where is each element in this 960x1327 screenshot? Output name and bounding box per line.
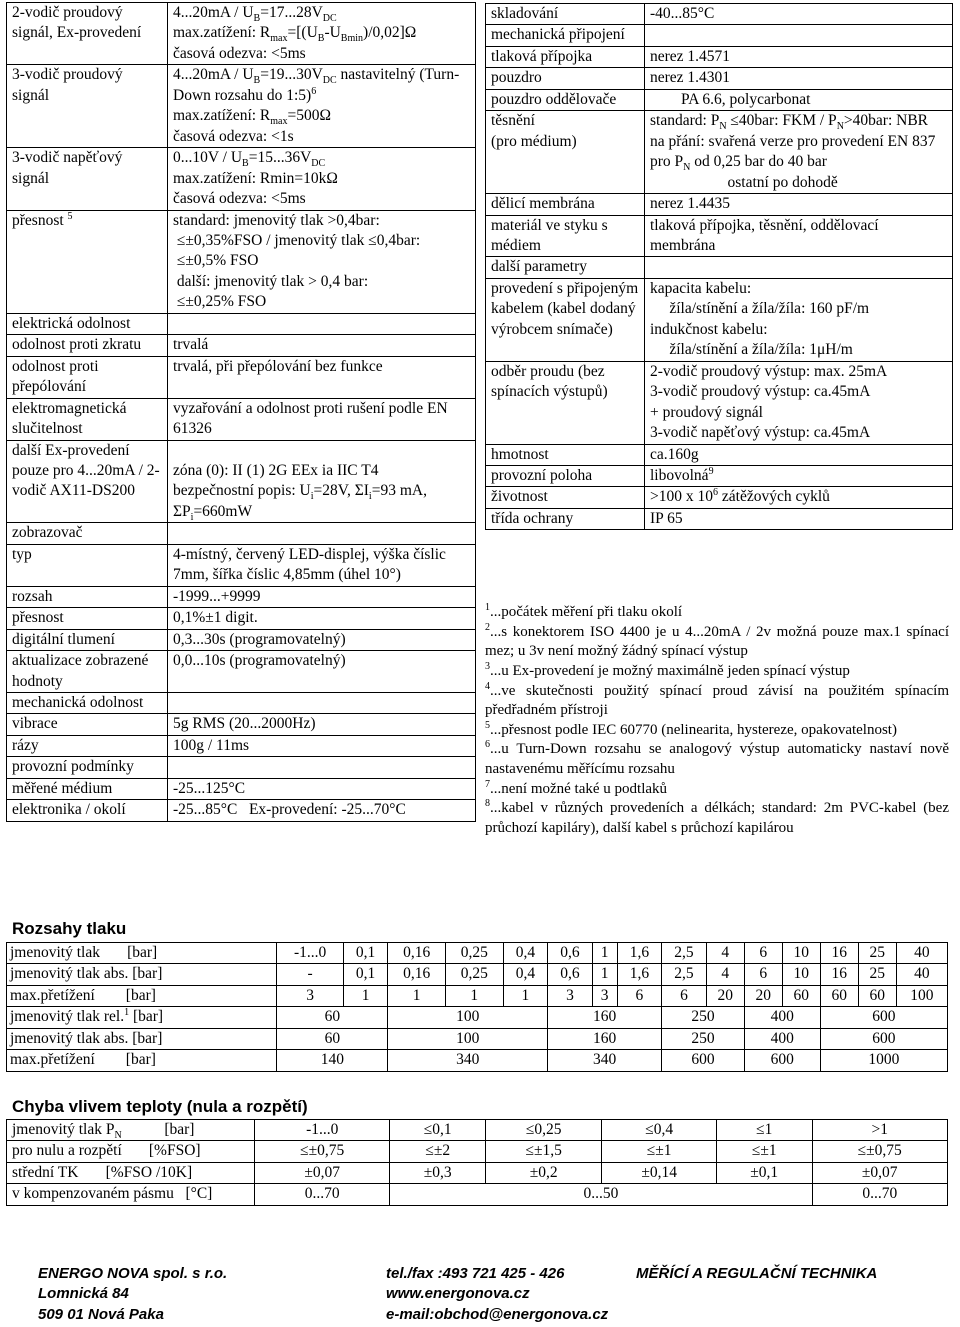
spec-left-value: [168, 757, 476, 778]
pressure-cell: 1: [592, 943, 617, 964]
spec-left-row: [7, 65, 476, 148]
spec-right-value: tlaková přípojka, těsnění, oddělovací membrána: [645, 215, 953, 257]
spec-left-value: zóna (0): II (1) 2G EEx ia IIC T4 bezpečnostní popis: $U_i=28V$, $\Sigma I_i=93$ mA, $\Sigma P_i=660mW$: [168, 440, 476, 523]
pressure-ranges-table: [6, 942, 948, 1072]
spec-right-label: provozní poloha: [486, 465, 645, 486]
spec-left-row: [7, 210, 476, 313]
pressure-cell: 400: [744, 1007, 820, 1028]
pressure-cell: 40: [896, 964, 947, 985]
spec-right-value: standard: $P_N \le 40bar$: FKM / $P_N>40bar$: NBR na přání: svařená verze pro provedení EN 837 pro $P_N$ od 0,25 bar do 40 bar ostatní po dohodě: [645, 111, 953, 194]
spec-left-label: další Ex-provedení pouze pro 4...20mA / 2-vodič AX11-DS200: [7, 440, 168, 523]
pressure-cell: -1...0: [277, 943, 343, 964]
spec-left-label: provozní podmínky: [7, 757, 168, 778]
spec-left-value: $4...20mA / U_B=17...28V_{DC}$ max.zatížení: $R_{max}=[(U_B-U_{Bmin})/0,02]\Omega$ časová odezva: <5ms: [168, 3, 476, 65]
pressure-ranges-title: Rozsahy tlaku: [12, 919, 127, 938]
pressure-cell: 1: [343, 985, 388, 1006]
pressure-cell: 20: [744, 985, 782, 1006]
pressure-cell: 2,5: [662, 943, 707, 964]
pressure-cell: 100: [388, 1028, 548, 1049]
pressure-cell: 2,5: [662, 964, 707, 985]
spec-right-label: pouzdro oddělovače: [486, 89, 645, 110]
pressure-cell: 1: [503, 985, 548, 1006]
spec-left-row: [7, 778, 476, 799]
pressure-cell: 600: [744, 1050, 820, 1071]
pressure-cell: 1000: [820, 1050, 947, 1071]
pressure-cell: 3: [548, 985, 593, 1006]
footnote: $^1$...počátek měření při tlaku okolí: [485, 602, 683, 620]
spec-right-value: ca.160g: [645, 444, 953, 465]
pressure-cell: 1,6: [617, 943, 662, 964]
spec-right-value: kapacita kabelu: žíla/stínění a žíla/žíla: 160 pF/m indukčnost kabelu: žíla/stínění a žíla/žíla: 1μH/m: [645, 278, 953, 361]
spec-left-row: [7, 313, 476, 334]
pressure-label: max.přetížení [bar]: [7, 1050, 277, 1071]
pressure-cell: 100: [388, 1007, 548, 1028]
spec-left-value: $4...20mA / U_B=19...30V_{DC}$ nastavitelný (Turn-Down rozsahu do 1:5)$^6$ max.zatížení: $R_{max}=500\Omega$ časová odezva: <1s: [168, 65, 476, 148]
spec-left-row: [7, 608, 476, 629]
footer-contact: [386, 1264, 608, 1325]
pressure-cell: 1: [445, 985, 503, 1006]
pressure-cell: 0,16: [388, 964, 446, 985]
footer-company: [38, 1264, 227, 1325]
footer-line: Lomnická 84: [38, 1285, 129, 1303]
spec-right-row: [486, 4, 953, 25]
spec-right-row: [486, 361, 953, 444]
temp-label: v kompenzovaném pásmu [°C]: [7, 1184, 255, 1205]
spec-table-left: [6, 2, 476, 822]
temp-cell: ±0,14: [602, 1162, 717, 1183]
spec-left-value: 5g RMS (20...2000Hz): [168, 714, 476, 735]
footer-line: MĚŘÍCÍ A REGULAČNÍ TECHNIKA: [636, 1265, 878, 1282]
spec-right-label: hmotnost: [486, 444, 645, 465]
spec-left-label: elektromagnetická slučitelnost: [7, 398, 168, 440]
spec-left-value: standard: jmenovitý tlak >0,4bar: ≤±0,35%FSO / jmenovitý tlak ≤0,4bar: ≤±0,5% FSO další: jmenovitý tlak > 0,4 bar: ≤±0,25% FSO: [168, 210, 476, 313]
spec-left-label: 2-vodič proudový signál, Ex-provedení: [7, 3, 168, 65]
spec-left-value: 0,0...10s (programovatelný): [168, 651, 476, 693]
spec-right-value: -40...85°C: [645, 4, 953, 25]
spec-right-label: skladování: [486, 4, 645, 25]
spec-left-label: digitální tlumení: [7, 629, 168, 650]
spec-right-row: [486, 68, 953, 89]
spec-left-row: [7, 800, 476, 821]
pressure-cell: 1,6: [617, 964, 662, 985]
spec-right-label: třída ochrany: [486, 508, 645, 529]
spec-right-row: [486, 487, 953, 508]
pressure-cell: 340: [388, 1050, 548, 1071]
spec-right-row: [486, 25, 953, 46]
pressure-cell: 250: [662, 1007, 745, 1028]
spec-left-label: zobrazovač: [7, 523, 168, 544]
temp-cell: ±0,3: [390, 1162, 486, 1183]
spec-right-value: >100 x $10^6$ zátěžových cyklů: [645, 487, 953, 508]
spec-left-label: měřené médium: [7, 778, 168, 799]
pressure-cell: -: [277, 964, 343, 985]
pressure-row: [7, 1050, 948, 1071]
temp-cell: 0...70: [812, 1184, 948, 1205]
spec-left-label: aktualizace zobrazené hodnoty: [7, 651, 168, 693]
temp-row: [7, 1120, 948, 1141]
spec-left-value: 0,3...30s (programovatelný): [168, 629, 476, 650]
pressure-cell: 0,4: [503, 943, 548, 964]
spec-left-value: 0,1%±1 digit.: [168, 608, 476, 629]
spec-left-row: [7, 356, 476, 398]
pressure-cell: 4: [706, 964, 744, 985]
spec-right-row: [486, 444, 953, 465]
spec-left-label: rázy: [7, 735, 168, 756]
spec-right-row: [486, 465, 953, 486]
spec-left-value: [168, 692, 476, 713]
temp-cell: ±0,07: [255, 1162, 390, 1183]
temperature-error-title: Chyba vlivem teploty (nula a rozpětí): [12, 1097, 308, 1116]
pressure-cell: 250: [662, 1028, 745, 1049]
spec-left-row: [7, 3, 476, 65]
footer-line: 509 01 Nová Paka: [38, 1305, 164, 1323]
temp-row: [7, 1162, 948, 1183]
pressure-row: [7, 1028, 948, 1049]
pressure-row: [7, 964, 948, 985]
temp-cell: ≤0,4: [602, 1120, 717, 1141]
pressure-cell: 6: [744, 943, 782, 964]
spec-right-value: libovolná$^9$: [645, 465, 953, 486]
pressure-label: jmenovitý tlak abs. [bar]: [7, 964, 277, 985]
spec-right-value: [645, 25, 953, 46]
temp-cell: ≤±1: [716, 1141, 812, 1162]
spec-table-right: [485, 3, 953, 530]
spec-right-row: [486, 89, 953, 110]
footnote: $^6$...u Turn-Down rozsahu se analogový výstup automaticky nastaví nově nastavenému měřícímu rozsahu: [485, 739, 949, 778]
spec-left-row: [7, 440, 476, 523]
spec-right-row: [486, 215, 953, 257]
spec-left-value: 4-místný, červený LED-displej, výška číslic 7mm, šířka číslic 4,85mm (úhel 10°): [168, 544, 476, 586]
temp-cell: ≤±1: [602, 1141, 717, 1162]
pressure-cell: 10: [782, 943, 820, 964]
spec-right-label: materiál ve styku s médiem: [486, 215, 645, 257]
pressure-cell: 6: [744, 964, 782, 985]
spec-left-value: [168, 313, 476, 334]
spec-right-value: nerez 1.4301: [645, 68, 953, 89]
footnote: $^7$...není možné také u podtlaků: [485, 778, 668, 797]
spec-left-label: elektrická odolnost: [7, 313, 168, 334]
spec-right-label: další parametry: [486, 257, 645, 278]
pressure-cell: 3: [592, 985, 617, 1006]
pressure-cell: 0,25: [445, 964, 503, 985]
temp-cell: 0...50: [390, 1184, 812, 1205]
pressure-cell: 600: [662, 1050, 745, 1071]
spec-right-row: [486, 508, 953, 529]
spec-left-value: $0...10V / U_B=15...36V_{DC}$ max.zatížení: Rmin=10kΩ časová odezva: <5ms: [168, 148, 476, 210]
spec-left-value: -25...125°C: [168, 778, 476, 799]
spec-right-value: nerez 1.4435: [645, 194, 953, 215]
pressure-row: [7, 943, 948, 964]
pressure-cell: 0,16: [388, 943, 446, 964]
footer-line: ENERGO NOVA spol. s r.o.: [38, 1265, 228, 1282]
temp-cell: >1: [812, 1120, 948, 1141]
spec-right-label: pouzdro: [486, 68, 645, 89]
spec-right-value: nerez 1.4571: [645, 46, 953, 67]
spec-right-value: 2-vodič proudový výstup: max. 25mA 3-vodič proudový výstup: ca.45mA + proudový signál 3-vodič napěťový výstup: ca.45mA: [645, 361, 953, 444]
footnote: $^4$...ve skutečnosti použitý spínací proud závisí na použitém spínacím předřadném přístroji: [485, 680, 949, 719]
footer-line: tel./fax :493 721 425 - 426: [386, 1265, 565, 1282]
footer-line: www.energonova.cz: [386, 1285, 530, 1303]
footnote: $^8$...kabel v různých provedeních a délkách; standard: 2m PVC-kabel (bez průchozí kapiláry), další kabel s průchozí kapilárou: [485, 798, 949, 837]
pressure-cell: 160: [548, 1007, 662, 1028]
spec-left-row: [7, 335, 476, 356]
spec-left-label: přesnost: [7, 608, 168, 629]
spec-left-label: mechanická odolnost: [7, 692, 168, 713]
pressure-cell: 60: [782, 985, 820, 1006]
spec-right-label: těsnění (pro médium): [486, 111, 645, 194]
pressure-cell: 0,6: [548, 943, 593, 964]
temp-cell: ≤±1,5: [485, 1141, 601, 1162]
pressure-cell: 60: [277, 1028, 388, 1049]
spec-left-value: [168, 523, 476, 544]
pressure-cell: 400: [744, 1028, 820, 1049]
spec-right-row: [486, 278, 953, 361]
spec-left-label: 3-vodič napěťový signál: [7, 148, 168, 210]
temp-cell: ≤0,25: [485, 1120, 601, 1141]
spec-left-row: [7, 735, 476, 756]
pressure-cell: 60: [858, 985, 896, 1006]
spec-right-row: [486, 257, 953, 278]
pressure-cell: 160: [548, 1028, 662, 1049]
spec-left-row: [7, 523, 476, 544]
pressure-cell: 100: [896, 985, 947, 1006]
temp-cell: ≤1: [716, 1120, 812, 1141]
pressure-cell: 10: [782, 964, 820, 985]
spec-left-value: 100g / 11ms: [168, 735, 476, 756]
spec-left-label: vibrace: [7, 714, 168, 735]
footer-line: e-mail:obchod@energonova.cz: [386, 1305, 609, 1323]
spec-left-row: [7, 148, 476, 210]
spec-right-label: mechanická připojení: [486, 25, 645, 46]
spec-left-label: odolnost proti přepólování: [7, 356, 168, 398]
footnote: $^3$...u Ex-provedení je možný maximálně jeden spínací výstup: [485, 660, 850, 679]
pressure-label: jmenovitý tlak rel.$^1$ [bar]: [7, 1007, 277, 1028]
spec-right-label: tlaková přípojka: [486, 46, 645, 67]
pressure-cell: 140: [277, 1050, 388, 1071]
pressure-row: [7, 985, 948, 1006]
temp-label: střední TK [%FSO /10K]: [7, 1162, 255, 1183]
pressure-cell: 25: [858, 943, 896, 964]
pressure-cell: 6: [617, 985, 662, 1006]
pressure-cell: 0,4: [503, 964, 548, 985]
spec-left-row: [7, 586, 476, 607]
temp-label: jmenovitý tlak $P_N$ [bar]: [7, 1120, 255, 1141]
footer-slogan: [636, 1264, 877, 1284]
spec-right-label: odběr proudu (bez spínacích výstupů): [486, 361, 645, 444]
pressure-cell: 600: [820, 1007, 947, 1028]
pressure-row: [7, 1007, 948, 1028]
temp-cell: ≤±0,75: [812, 1141, 948, 1162]
pressure-label: jmenovitý tlak abs. [bar]: [7, 1028, 277, 1049]
pressure-label: jmenovitý tlak [bar]: [7, 943, 277, 964]
pressure-cell: 600: [820, 1028, 947, 1049]
spec-left-label: odolnost proti zkratu: [7, 335, 168, 356]
temperature-error-table: [6, 1119, 948, 1206]
spec-left-label: 3-vodič proudový signál: [7, 65, 168, 148]
pressure-cell: 60: [277, 1007, 388, 1028]
pressure-cell: 0,25: [445, 943, 503, 964]
spec-left-label: přesnost $^5$: [7, 210, 168, 313]
spec-left-row: [7, 398, 476, 440]
spec-right-row: [486, 194, 953, 215]
temp-cell: ≤0,1: [390, 1120, 486, 1141]
pressure-cell: 0,1: [343, 943, 388, 964]
pressure-cell: 1: [388, 985, 446, 1006]
spec-left-row: [7, 651, 476, 693]
spec-left-value: vyzařování a odolnost proti rušení podle EN 61326: [168, 398, 476, 440]
temp-cell: ≤±2: [390, 1141, 486, 1162]
spec-left-row: [7, 714, 476, 735]
footnotes: [485, 603, 949, 839]
pressure-cell: 340: [548, 1050, 662, 1071]
spec-left-row: [7, 629, 476, 650]
footnote: $^2$...s konektorem ISO 4400 je u 4...20mA / 2v možná pouze max.1 spínací mez; u 3v není možný žádný spínací výstup: [485, 621, 949, 660]
temp-cell: 0...70: [255, 1184, 390, 1205]
pressure-cell: 20: [706, 985, 744, 1006]
spec-right-value: PA 6.6, polycarbonat: [645, 89, 953, 110]
pressure-cell: 1: [592, 964, 617, 985]
pressure-cell: 4: [706, 943, 744, 964]
spec-left-label: rozsah: [7, 586, 168, 607]
temp-cell: ±0,07: [812, 1162, 948, 1183]
spec-right-label: provedení s připojeným kabelem (kabel dodaný výrobcem snímače): [486, 278, 645, 361]
pressure-cell: 0,6: [548, 964, 593, 985]
spec-left-row: [7, 544, 476, 586]
spec-left-value: -1999...+9999: [168, 586, 476, 607]
spec-left-label: elektronika / okolí: [7, 800, 168, 821]
spec-right-row: [486, 111, 953, 194]
spec-left-value: -25...85°C Ex-provedení: -25...70°C: [168, 800, 476, 821]
spec-left-value: trvalá, při přepólování bez funkce: [168, 356, 476, 398]
pressure-label: max.přetížení [bar]: [7, 985, 277, 1006]
temp-cell: -1...0: [255, 1120, 390, 1141]
spec-right-value: [645, 257, 953, 278]
pressure-cell: 60: [820, 985, 858, 1006]
pressure-cell: 3: [277, 985, 343, 1006]
spec-left-row: [7, 757, 476, 778]
pressure-cell: 16: [820, 943, 858, 964]
temp-label: pro nulu a rozpětí [%FSO]: [7, 1141, 255, 1162]
temp-cell: ≤±0,75: [255, 1141, 390, 1162]
pressure-cell: 0,1: [343, 964, 388, 985]
pressure-cell: 6: [662, 985, 707, 1006]
temp-cell: ±0,1: [716, 1162, 812, 1183]
footnote: $^5$...přesnost podle IEC 60770 (nelinearita, hystereze, opakovatelnost): [485, 719, 897, 738]
temp-cell: ±0,2: [485, 1162, 601, 1183]
pressure-cell: 40: [896, 943, 947, 964]
spec-left-label: typ: [7, 544, 168, 586]
spec-right-value: IP 65: [645, 508, 953, 529]
spec-right-row: [486, 46, 953, 67]
spec-left-value: trvalá: [168, 335, 476, 356]
spec-right-label: dělicí membrána: [486, 194, 645, 215]
spec-right-label: životnost: [486, 487, 645, 508]
temp-row: [7, 1141, 948, 1162]
pressure-cell: 25: [858, 964, 896, 985]
temp-row: [7, 1184, 948, 1205]
pressure-cell: 16: [820, 964, 858, 985]
spec-left-row: [7, 692, 476, 713]
